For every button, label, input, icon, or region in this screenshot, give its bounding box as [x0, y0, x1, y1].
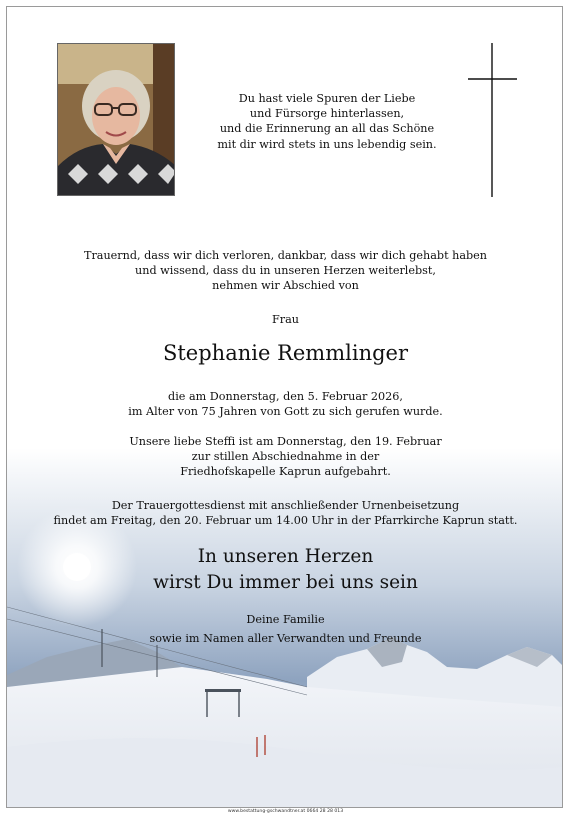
salutation-text: Frau: [272, 313, 299, 326]
family-signature: [7, 609, 563, 646]
intro-line: und wissend, dass du in unseren Herzen weiterlebst,: [135, 264, 436, 278]
death-info-line: die am Donnerstag, den 5. Februar 2026,: [168, 390, 403, 403]
motto-line: In unseren Herzen: [197, 546, 374, 567]
deceased-name-text: Stephanie Remmlinger: [162, 341, 409, 365]
intro-line: Trauernd, dass wir dich verloren, dankbar, dass wir dich gehabt haben: [83, 249, 488, 262]
intro-line: nehmen wir Abschied von: [212, 279, 359, 293]
poem-line: mit dir wird stets in uns lebendig sein.: [217, 137, 437, 151]
deceased-name: [7, 340, 563, 366]
service-line: Der Trauergottesdienst mit anschließender Urnenbeisetzung: [111, 499, 460, 512]
memorial-poem: [202, 91, 452, 152]
cross-icon: [468, 43, 518, 197]
family-line: sowie im Namen aller Verwandten und Freunde: [149, 632, 422, 645]
funeral-home-footer: www.bestattung-gschwandtner.at 0664 28 28 013: [227, 809, 344, 814]
motto: [7, 544, 563, 596]
viewing-line: zur stillen Abschiednahme in der: [191, 450, 380, 464]
poem-line: und die Erinnerung an all das Schöne: [219, 122, 435, 136]
salutation: [7, 312, 563, 327]
viewing-line: Unsere liebe Steffi ist am Donnerstag, den 19. Februar: [129, 435, 442, 448]
motto-line: wirst Du immer bei uns sein: [153, 572, 418, 593]
viewing-info: [7, 434, 563, 480]
poem-line: und Fürsorge hinterlassen,: [249, 107, 405, 121]
service-line: findet am Freitag, den 20. Februar um 14.00 Uhr in der Pfarrkirche Kaprun statt.: [53, 514, 518, 528]
obituary-card: [6, 6, 563, 808]
service-info: [7, 498, 563, 528]
poem-line: Du hast viele Spuren der Liebe: [238, 92, 416, 105]
death-info: [7, 389, 563, 419]
viewing-line: Friedhofskapelle Kaprun aufgebahrt.: [180, 465, 391, 479]
death-info-line: im Alter von 75 Jahren von Gott zu sich gerufen wurde.: [128, 405, 443, 419]
family-line: Deine Familie: [246, 613, 325, 626]
portrait-photo: [57, 43, 175, 196]
intro-text: [7, 248, 563, 294]
